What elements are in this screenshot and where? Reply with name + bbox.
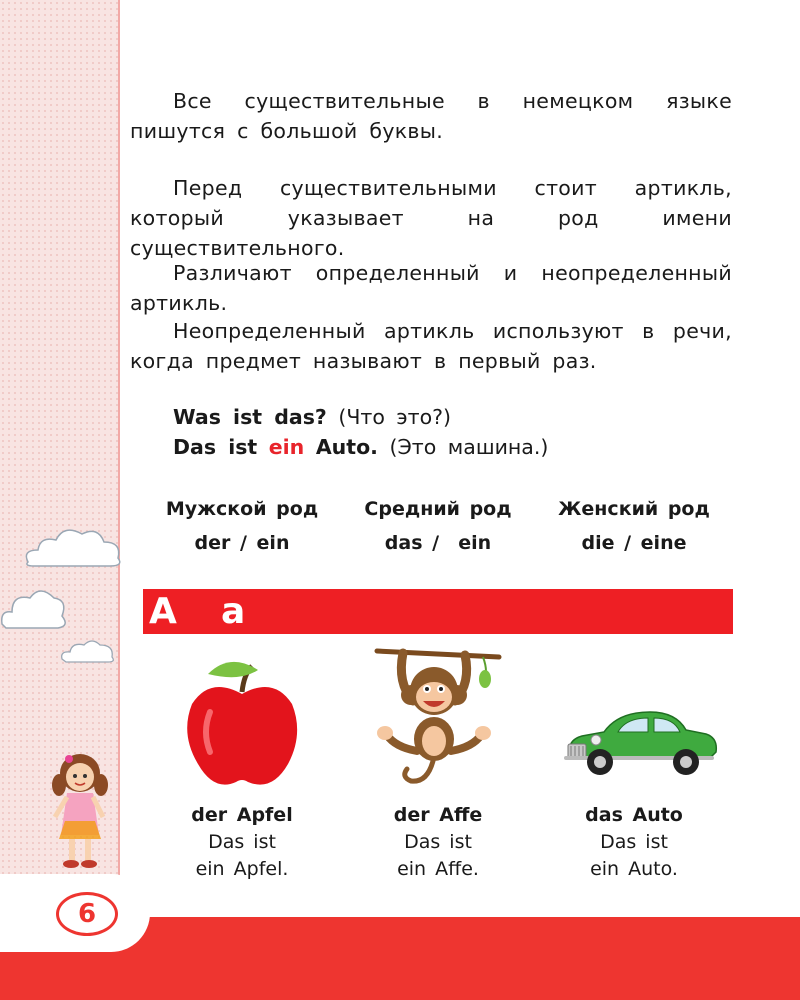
paragraph-article-types: Различают определенный и неопределенный артикль.	[130, 261, 732, 315]
gender-name: Мужской род	[165, 498, 319, 520]
car-icon	[560, 700, 720, 780]
word-card-apple	[142, 802, 342, 883]
letter-lowercase: a	[221, 591, 246, 632]
gender-masculine	[142, 492, 342, 560]
word-title: das Auto	[585, 804, 683, 826]
example-question	[173, 402, 451, 432]
cloud-icon	[58, 635, 118, 665]
cloud-icon	[20, 520, 128, 570]
cloud-icon	[0, 580, 70, 635]
example-answer-de-b: Auto.	[315, 435, 378, 459]
gender-articles: das / ein	[384, 532, 492, 554]
example-answer-ru: (Это машина.)	[389, 435, 549, 459]
word-sentence-line1: Das ist	[208, 831, 276, 853]
example-answer-de-a: Das ist	[173, 435, 258, 459]
example-question-de: Was ist das?	[173, 405, 327, 429]
word-title: der Affe	[393, 804, 483, 826]
letter-header-bar	[143, 589, 733, 634]
gender-name: Средний род	[364, 498, 512, 520]
word-card-car	[534, 802, 734, 883]
gender-articles: die / eine	[581, 532, 687, 554]
margin-line	[118, 0, 120, 900]
page-number: 6	[56, 892, 118, 936]
gender-articles: der / ein	[194, 532, 290, 554]
word-sentence-line2: ein Auto.	[590, 858, 678, 880]
word-sentence-line2: ein Affe.	[397, 858, 479, 880]
example-article-highlight: ein	[268, 435, 305, 459]
word-sentence-line2: ein Apfel.	[195, 858, 289, 880]
paragraph-indefinite-article: Неопределенный артикль используют в речи, когда предмет называют в первый раз.	[130, 319, 732, 373]
gender-neuter	[338, 492, 538, 560]
word-title: der Apfel	[191, 804, 293, 826]
girl-icon	[45, 745, 115, 870]
example-answer	[173, 432, 548, 462]
monkey-icon	[373, 643, 503, 793]
letter-uppercase: A	[149, 591, 177, 632]
word-sentence-line1: Das ist	[600, 831, 668, 853]
word-card-monkey	[338, 802, 538, 883]
word-sentence-line1: Das ist	[404, 831, 472, 853]
gender-name: Женский род	[558, 498, 710, 520]
paragraph-capitalization: Все существительные в немецком языке пишутся с большой буквы.	[130, 89, 732, 143]
paragraph-article: Перед существительными стоит артикль, который указывает на род имени существительного.	[130, 176, 732, 260]
example-question-ru: (Что это?)	[338, 405, 452, 429]
apple-icon	[180, 652, 305, 792]
gender-feminine	[534, 492, 734, 560]
